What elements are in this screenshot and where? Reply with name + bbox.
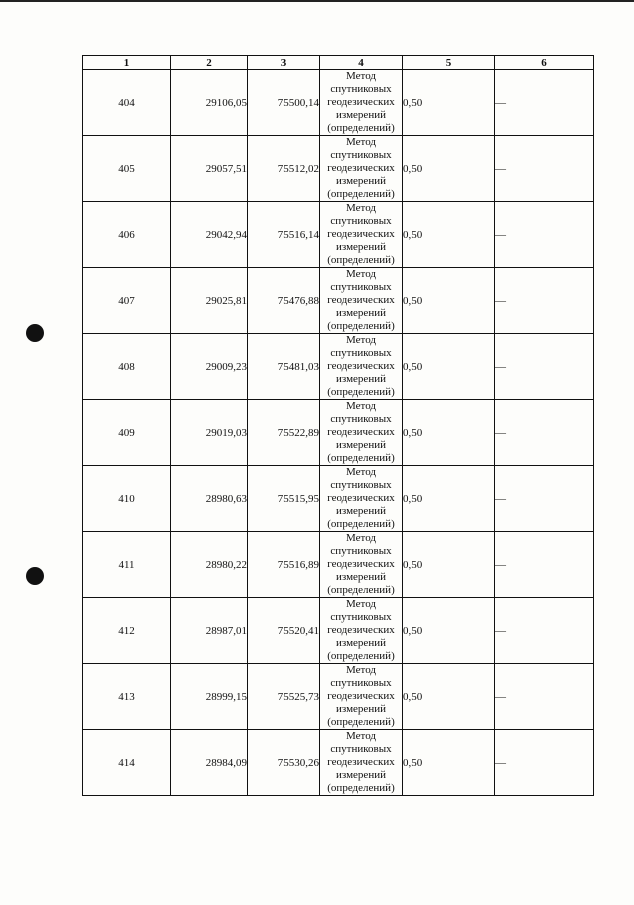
note-cell: — (495, 334, 594, 400)
coordinate-y: 75481,03 (248, 334, 320, 400)
table-row (83, 730, 594, 796)
point-number: 408 (83, 334, 171, 400)
point-number: 410 (83, 466, 171, 532)
page-top-border (0, 0, 634, 2)
note-cell: — (495, 268, 594, 334)
measurement-method: Метод спутниковых геодезических измерений (определений) (320, 532, 403, 598)
coordinate-y: 75520,41 (248, 598, 320, 664)
accuracy-value: 0,50 (403, 466, 495, 532)
coordinate-x: 29019,03 (171, 400, 248, 466)
coordinate-y: 75512,02 (248, 136, 320, 202)
measurement-method: Метод спутниковых геодезических измерений (определений) (320, 598, 403, 664)
point-number: 404 (83, 70, 171, 136)
note-cell: — (495, 532, 594, 598)
point-number: 411 (83, 532, 171, 598)
coordinate-x: 28980,22 (171, 532, 248, 598)
accuracy-value: 0,50 (403, 598, 495, 664)
table-row (83, 136, 594, 202)
table-row (83, 334, 594, 400)
punch-hole-mark (26, 567, 44, 585)
accuracy-value: 0,50 (403, 202, 495, 268)
measurement-method: Метод спутниковых геодезических измерений (определений) (320, 400, 403, 466)
point-number: 405 (83, 136, 171, 202)
note-cell: — (495, 730, 594, 796)
note-cell: — (495, 466, 594, 532)
table-row (83, 664, 594, 730)
measurement-method: Метод спутниковых геодезических измерений (определений) (320, 466, 403, 532)
column-header: 1 (83, 56, 171, 70)
coordinate-x: 29106,05 (171, 70, 248, 136)
point-number: 413 (83, 664, 171, 730)
coordinate-x: 28999,15 (171, 664, 248, 730)
coordinate-y: 75525,73 (248, 664, 320, 730)
coordinate-x: 28980,63 (171, 466, 248, 532)
note-cell: — (495, 598, 594, 664)
point-number: 412 (83, 598, 171, 664)
column-header: 4 (320, 56, 403, 70)
coordinate-y: 75476,88 (248, 268, 320, 334)
coordinate-x: 28987,01 (171, 598, 248, 664)
coordinate-x: 29009,23 (171, 334, 248, 400)
point-number: 414 (83, 730, 171, 796)
accuracy-value: 0,50 (403, 532, 495, 598)
note-cell: — (495, 202, 594, 268)
coordinate-y: 75515,95 (248, 466, 320, 532)
column-header: 3 (248, 56, 320, 70)
table-row (83, 598, 594, 664)
column-header: 5 (403, 56, 495, 70)
measurement-method: Метод спутниковых геодезических измерений (определений) (320, 136, 403, 202)
accuracy-value: 0,50 (403, 70, 495, 136)
table-row (83, 532, 594, 598)
column-header: 6 (495, 56, 594, 70)
punch-hole-mark (26, 324, 44, 342)
accuracy-value: 0,50 (403, 400, 495, 466)
accuracy-value: 0,50 (403, 136, 495, 202)
measurement-method: Метод спутниковых геодезических измерений (определений) (320, 70, 403, 136)
point-number: 407 (83, 268, 171, 334)
coordinate-x: 29057,51 (171, 136, 248, 202)
measurement-method: Метод спутниковых геодезических измерений (определений) (320, 202, 403, 268)
table-row (83, 202, 594, 268)
coordinates-table (82, 55, 594, 796)
accuracy-value: 0,50 (403, 268, 495, 334)
point-number: 409 (83, 400, 171, 466)
accuracy-value: 0,50 (403, 334, 495, 400)
coordinate-x: 29025,81 (171, 268, 248, 334)
measurement-method: Метод спутниковых геодезических измерений (определений) (320, 664, 403, 730)
table-row (83, 268, 594, 334)
coordinate-x: 29042,94 (171, 202, 248, 268)
coordinate-y: 75530,26 (248, 730, 320, 796)
measurement-method: Метод спутниковых геодезических измерений (определений) (320, 268, 403, 334)
table-row (83, 70, 594, 136)
coordinate-y: 75500,14 (248, 70, 320, 136)
note-cell: — (495, 136, 594, 202)
accuracy-value: 0,50 (403, 730, 495, 796)
coordinate-y: 75516,14 (248, 202, 320, 268)
table-row (83, 400, 594, 466)
column-header: 2 (171, 56, 248, 70)
table-header-row (83, 56, 594, 70)
coordinate-y: 75522,89 (248, 400, 320, 466)
accuracy-value: 0,50 (403, 664, 495, 730)
coordinate-y: 75516,89 (248, 532, 320, 598)
measurement-method: Метод спутниковых геодезических измерений (определений) (320, 334, 403, 400)
table-row (83, 466, 594, 532)
note-cell: — (495, 70, 594, 136)
coordinate-x: 28984,09 (171, 730, 248, 796)
note-cell: — (495, 664, 594, 730)
point-number: 406 (83, 202, 171, 268)
note-cell: — (495, 400, 594, 466)
measurement-method: Метод спутниковых геодезических измерений (определений) (320, 730, 403, 796)
